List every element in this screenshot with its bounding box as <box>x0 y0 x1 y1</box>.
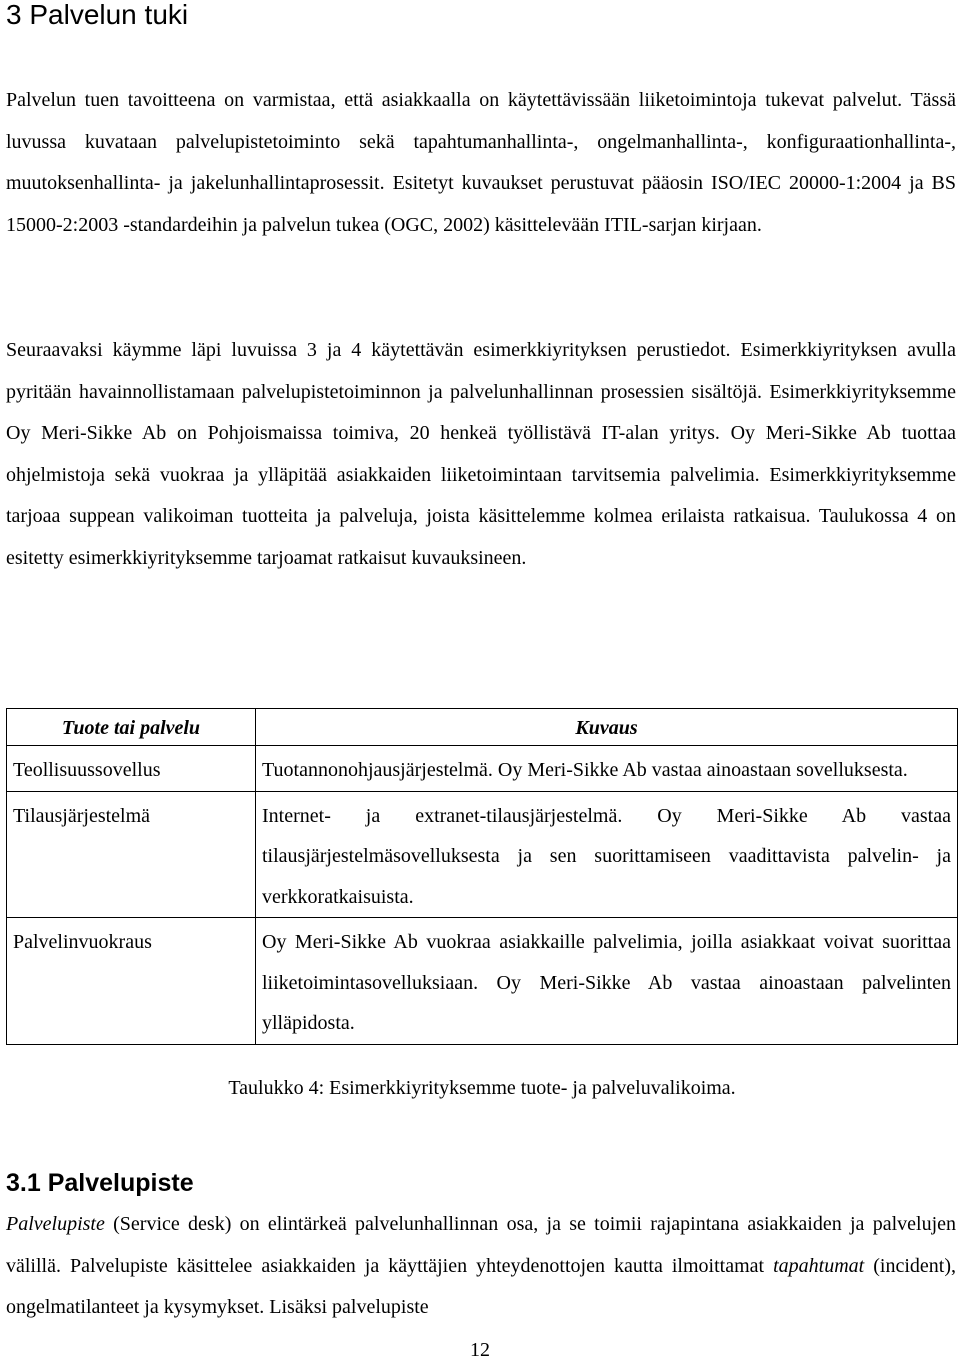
product-table <box>6 708 958 1045</box>
table-row <box>7 918 958 1045</box>
example-company-paragraph: Seuraavaksi käymme läpi luvuissa 3 ja 4 käytettävän esimerkkiyrityksen perustiedot. Esimerkkiyrityksen avulla pyritään havainnollistamaan palvelupistetoiminnon ja palvelunhallinnan prosessien sisältöjä. Esimerkkiyrityksemme Oy Meri-Sikke Ab on Pohjoismaissa toimiva, 20 henkeä työllistävä IT-alan yritys. Oy Meri-Sikke Ab tuottaa ohjelmistoja sekä vuokraa ja ylläpitää asiakkaiden liiketoimintaan tarvitsemia palvelimia. Esimerkkiyrityksemme tarjoaa suppean valikoiman tuotteita ja palveluja, joista käsittelemme kolmea erilaista ratkaisua. Taulukossa 4 on esitetty esimerkkiyrityksemme tarjoamat ratkaisut kuvauksineen. <box>6 339 956 569</box>
table-header-row <box>7 709 958 746</box>
description-cell: Tuotannonohjausjärjestelmä. Oy Meri-Sikke Ab vastaa ainoastaan sovelluksesta. <box>256 746 958 792</box>
subsection-heading: 3.1 Palvelupiste <box>6 1169 194 1197</box>
paragraph-text: (Service desk) on elintärkeä palvelunhallinnan osa, ja se toimii rajapintana asiakkaiden ja palvelujen välillä. Palvelupiste käsittelee asiakkaiden ja käyttäjien yhteydenottojen kautta ilmoittamat <box>6 1213 956 1277</box>
table-caption: Taulukko 4: Esimerkkiyrityksemme tuote- ja palveluvalikoima. <box>228 1077 736 1099</box>
intro-paragraph: Palvelun tuen tavoitteena on varmistaa, että asiakkaalla on käytettävissään liiketoimintoja tukevat palvelut. Tässä luvussa kuvataan palvelupistetoiminto sekä tapahtumanhallinta-, ongelmanhallinta-, konfiguraationhallinta-, muutoksenhallinta- ja jakelunhallintaprosessit. Esitetyt kuvaukset perustuvat pääosin ISO/IEC 20000-1:2004 ja BS 15000-2:2003 -standardeihin ja palvelun tukea (OGC, 2002) käsittelevään ITIL-sarjan kirjaan. <box>6 89 956 236</box>
description-cell: Oy Meri-Sikke Ab vuokraa asiakkaille palvelimia, joilla asiakkaat voivat suorittaa liiketoimintasovelluksiaan. Oy Meri-Sikke Ab vastaa ainoastaan palvelinten ylläpidosta. <box>256 918 958 1045</box>
table-row <box>7 791 958 918</box>
term-incidents: tapahtumat <box>773 1254 865 1277</box>
product-cell: Tilausjärjestelmä <box>7 791 256 918</box>
product-cell: Teollisuussovellus <box>7 746 256 792</box>
service-desk-paragraph <box>6 1204 956 1329</box>
table-row <box>7 746 958 792</box>
column-header-product: Tuote tai palvelu <box>7 709 256 746</box>
column-header-description: Kuvaus <box>256 709 958 746</box>
paragraph-text: (incident), ongelmatilanteet ja kysymykset. Lisäksi palvelupiste <box>6 1254 957 1318</box>
page-number: 12 <box>470 1339 490 1361</box>
term-service-desk: Palvelupiste <box>6 1213 105 1235</box>
section-heading: 3 Palvelun tuki <box>6 0 189 30</box>
description-cell: Internet- ja extranet-tilausjärjestelmä. Oy Meri-Sikke Ab vastaa tilausjärjestelmäsovelluksesta ja sen suorittamiseen vaadittavista palvelin- ja verkkoratkaisuista. <box>256 791 958 918</box>
product-cell: Palvelinvuokraus <box>7 918 256 1045</box>
